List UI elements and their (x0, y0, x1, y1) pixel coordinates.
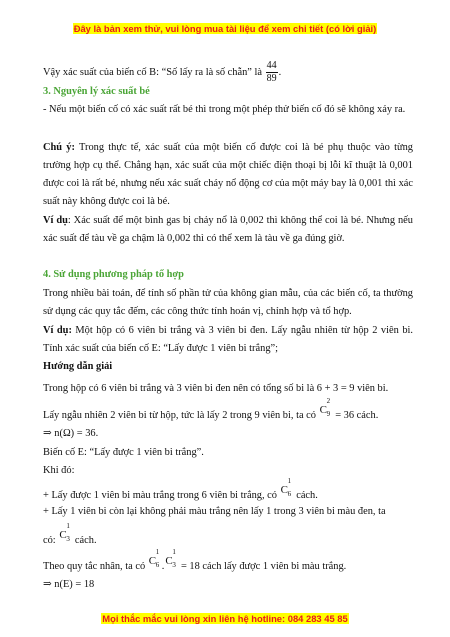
section-4-body: Trong nhiều bài toán, để tính số phần tử của không gian mẫu, của các biến cố, ta thường sử dụng các quy tắc đếm, các công thức tính hoán vị, chỉnh hợp và tổ hợp. (43, 288, 413, 317)
combination-c-6-1: C 1 6 (280, 477, 292, 498)
solution-line-product-rule (43, 548, 347, 576)
header-banner (0, 22, 450, 36)
section-3-example (43, 212, 413, 248)
note-label: Chú ý: (43, 142, 75, 153)
combination-c-6-1: C 1 6 (148, 548, 160, 569)
solution-line-black-ball-count (43, 522, 97, 550)
combination-c-9-2: C 2 9 (319, 397, 331, 418)
note-text: Trong thực tế, xác suất của một biến cố được coi là bé phụ thuộc vào từng trường hợp cụ thể. Chẳng hạn, xác suất của một chiếc điện thoại bị lỗi kĩ thuật là 0,001 được coi là rất bé, nhưng nếu xác suất cháy nổ động cơ của một máy bay là 0,001 thì xác suất này không được coi là bé. (43, 142, 413, 207)
solution-heading (43, 358, 413, 376)
section-4-example (43, 322, 413, 358)
footer-banner (0, 612, 450, 626)
comb-k: 1 (66, 522, 70, 530)
line-text: + Lấy được 1 viên bi màu trắng trong 6 viên bi trắng, có (43, 490, 277, 501)
solution-line-n-e: ⇒ n(E) = 18 (43, 579, 95, 590)
section-3-heading: 3. Nguyên lý xác suất bé (43, 86, 150, 97)
example-text: : Xác suất để một bình gas bị chảy nổ là 0,002 thì không thể coi là bé. Nhưng nếu xác suất để tàu về ga chậm là 0,002 thì có thể xem là tàu về ga đúng giờ. (43, 215, 413, 244)
section-4-heading: 4. Sử dụng phương pháp tổ hợp (43, 269, 184, 280)
line-text: Lấy ngẫu nhiên 2 viên bi từ hộp, tức là lấy 2 trong 9 viên bi, ta có (43, 410, 316, 421)
example-label: Ví dụ: (43, 325, 72, 336)
example-text: Một hộp có 6 viên bi trắng và 3 viên bi đen. Lấy ngẫu nhiên từ hộp 2 viên bi. Tính xác suất của biến cố E: “Lấy được 1 viên bi trắng”; (43, 325, 413, 354)
probability-result-text: Vậy xác suất của biến cố B: “Số lấy ra là số chẵn” là (43, 66, 262, 78)
solution-line-event-e: Biến cố E: “Lấy được 1 viên bi trắng”. (43, 447, 204, 458)
line-text: = 36 cách. (335, 410, 379, 421)
solution-line-n-omega: ⇒ n(Ω) = 36. (43, 428, 99, 439)
probability-result-line (43, 60, 281, 85)
comb-k: 1 (155, 548, 160, 556)
line-text: cách. (74, 535, 97, 546)
comb-k: 1 (287, 477, 292, 485)
section-3-note (43, 139, 413, 211)
solution-line-then: Khi đó: (43, 465, 75, 476)
example-label: Ví dụ (43, 215, 68, 226)
combination-c-3-1: C 1 3 (59, 522, 70, 543)
solution-heading-text: Hướng dẫn giải (43, 361, 113, 372)
solution-line-total-balls: Trong hộp có 6 viên bi trắng và 3 viên bi đen nên có tổng số bi là 6 + 3 = 9 viên bi. (43, 383, 389, 394)
comb-k: 1 (172, 548, 176, 556)
comb-n: 3 (66, 535, 70, 543)
section-3-body: - Nếu một biến cố có xác suất rất bé thì trong một phép thử biến cố đó sẽ không xảy ra. (43, 104, 406, 115)
comb-n: 6 (287, 490, 292, 498)
solution-line-white-ball (43, 477, 318, 505)
fraction-numerator: 44 (266, 60, 277, 71)
line-text: có: (43, 535, 56, 546)
comb-k: 2 (326, 397, 331, 405)
line-text: cách. (296, 490, 318, 501)
fraction-44-89 (266, 60, 278, 85)
line-text: Theo quy tắc nhân, ta có (43, 561, 146, 572)
solution-line-sample-space (43, 397, 379, 425)
sentence-end: . (278, 66, 282, 78)
footer-banner-text: Mọi thắc mắc vui lòng xin liên hệ hotline: 084 283 45 85 (102, 613, 348, 624)
comb-n: 6 (155, 561, 160, 569)
multiply-dot: . (161, 561, 165, 572)
solution-line-black-ball: + Lấy 1 viên bi còn lại không phải màu trắng nên lấy 1 trong 3 viên bi màu đen, ta (43, 506, 386, 517)
header-banner-text: Đây là bản xem thử, vui lòng mua tài liệu để xem chi tiết (có lời giải) (73, 23, 377, 34)
fraction-denominator: 89 (266, 73, 277, 84)
combination-c-3-1: C 1 3 (165, 548, 176, 569)
comb-n: 9 (326, 410, 331, 418)
comb-n: 3 (172, 561, 176, 569)
line-text: = 18 cách lấy được 1 viên bi màu trắng. (180, 561, 347, 572)
